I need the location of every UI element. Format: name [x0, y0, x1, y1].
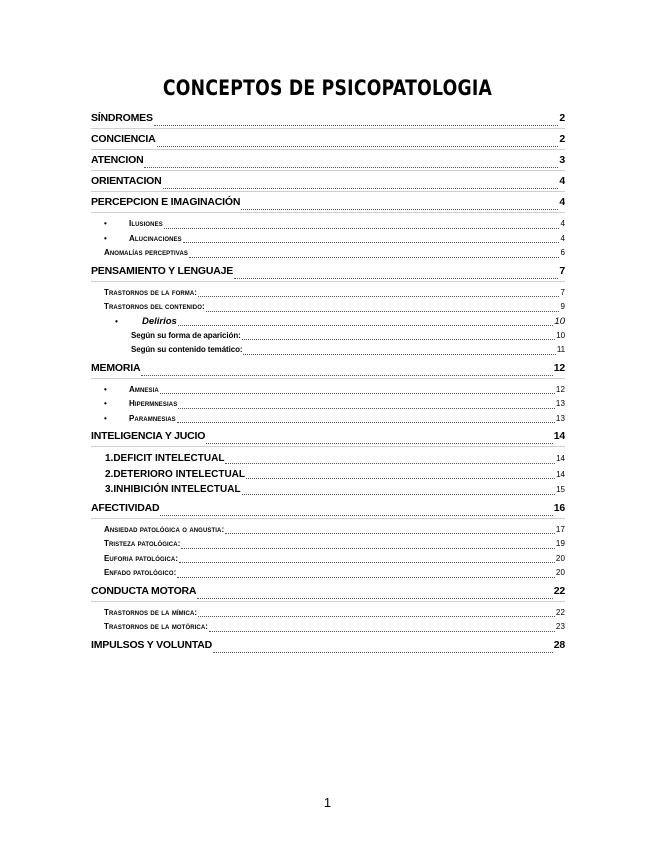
- dot-leader: [177, 421, 555, 423]
- toc-subentry-alucinaciones[interactable]: [91, 232, 565, 247]
- toc-subentry-paramnesias[interactable]: [91, 412, 565, 427]
- dot-leader: [198, 295, 559, 297]
- toc-entry-pensamiento[interactable]: [91, 261, 565, 282]
- toc-label: Ilusiones: [129, 219, 163, 228]
- dot-leader: [243, 353, 555, 355]
- toc-entry-impulsos[interactable]: [91, 635, 565, 656]
- dot-leader: [198, 615, 555, 617]
- toc-page: 15: [556, 485, 565, 494]
- toc-label: MEMORIA: [91, 361, 141, 374]
- toc-label: Amnesia: [129, 384, 159, 394]
- toc-label: ORIENTACION: [91, 175, 162, 187]
- toc-subentry-contenido[interactable]: [91, 300, 565, 315]
- toc-page: 20: [555, 568, 565, 577]
- toc-page: 4: [559, 175, 565, 187]
- toc-subentry-forma[interactable]: [91, 286, 565, 301]
- toc-label: PENSAMIENTO Y LENGUAJE: [91, 264, 234, 277]
- dot-leader: [163, 187, 559, 189]
- toc-subentry-amnesia[interactable]: [91, 383, 565, 398]
- toc-entry-atencion[interactable]: [91, 150, 565, 171]
- toc-page: 13: [555, 413, 565, 423]
- document-title: CONCEPTOS DE PSICOPATOLOGIA: [162, 76, 493, 100]
- dot-leader: [225, 532, 555, 534]
- toc-page: 28: [553, 638, 565, 651]
- toc-subentry-anomalias[interactable]: [91, 246, 565, 261]
- toc-page: 4: [560, 233, 565, 243]
- toc-page: 6: [560, 248, 565, 257]
- toc-page: 14: [556, 469, 565, 479]
- bullet-icon: •: [104, 413, 107, 423]
- dot-leader: [206, 310, 560, 312]
- dot-leader: [178, 324, 554, 326]
- toc-label: PERCEPCION E IMAGINACIÓN: [91, 196, 241, 208]
- toc-entry-inteligencia[interactable]: [91, 426, 565, 447]
- toc-page: 9: [560, 302, 565, 311]
- dot-leader: [242, 493, 556, 495]
- toc-page: 10: [556, 330, 565, 340]
- toc-label: AFECTIVIDAD: [91, 501, 160, 514]
- toc-label: IMPULSOS Y VOLUNTAD: [91, 638, 213, 651]
- toc-subentry-mimica[interactable]: [91, 606, 565, 621]
- bullet-icon: •: [115, 316, 118, 326]
- toc-label: Tristeza patológica:: [104, 539, 181, 548]
- toc-page: 22: [555, 607, 565, 617]
- toc-label: 3.INHIBICIÓN INTELECTUAL: [105, 484, 241, 495]
- toc-label: Enfado patológico:: [104, 568, 177, 577]
- toc-label: Según su forma de aparición:: [131, 330, 241, 340]
- toc-page: 2: [559, 112, 565, 124]
- table-of-contents: [91, 108, 565, 656]
- toc-subentry-ansiedad[interactable]: [91, 523, 565, 538]
- bullet-icon: •: [104, 384, 107, 394]
- dot-leader: [234, 277, 558, 279]
- page-number: 1: [323, 795, 332, 810]
- dot-leader: [197, 597, 552, 599]
- dot-leader: [179, 561, 555, 563]
- toc-subentry-delirios[interactable]: [91, 315, 565, 329]
- toc-subentry-deterioro[interactable]: [91, 467, 565, 483]
- dot-leader: [213, 651, 553, 653]
- dot-leader: [154, 124, 559, 126]
- toc-label: INTELIGENCIA Y JUCIO: [91, 430, 206, 442]
- toc-page: 14: [556, 454, 565, 463]
- toc-label: 2.DETERIORO INTELECTUAL: [105, 468, 246, 480]
- toc-label: SÍNDROMES: [91, 112, 153, 124]
- toc-page: 14: [553, 430, 565, 442]
- dot-leader: [141, 374, 552, 376]
- toc-label: CONCIENCIA: [91, 133, 156, 145]
- bullet-icon: •: [104, 399, 107, 408]
- toc-entry-orientacion[interactable]: [91, 171, 565, 192]
- toc-entry-memoria[interactable]: [91, 358, 565, 379]
- toc-subentry-motorica[interactable]: [91, 620, 565, 635]
- toc-page: 12: [555, 384, 565, 394]
- toc-page: 2: [559, 133, 565, 145]
- dot-leader: [189, 256, 559, 258]
- toc-page: 19: [555, 539, 565, 548]
- toc-label: Según su contenido temático:: [131, 345, 243, 354]
- toc-page: 4: [560, 219, 565, 228]
- toc-page: 22: [553, 584, 565, 597]
- toc-subentry-contenido-tematico[interactable]: [91, 343, 565, 358]
- toc-subentry-ilusiones[interactable]: [91, 217, 565, 232]
- toc-page: 10: [554, 315, 565, 327]
- toc-page: 16: [553, 501, 565, 514]
- toc-entry-sindromes[interactable]: [91, 108, 565, 129]
- dot-leader: [181, 547, 554, 549]
- dot-leader: [183, 241, 560, 243]
- toc-subentry-euforia[interactable]: [91, 552, 565, 567]
- toc-label: Hipermnesias: [129, 399, 178, 408]
- toc-label: Alucinaciones: [129, 233, 182, 243]
- toc-page: 23: [555, 622, 565, 631]
- toc-entry-afectividad[interactable]: [91, 498, 565, 519]
- dot-leader: [209, 630, 555, 632]
- dot-leader: [177, 576, 555, 578]
- toc-page: 20: [555, 553, 565, 563]
- dot-leader: [164, 227, 560, 229]
- dot-leader: [246, 477, 555, 479]
- toc-subentry-deficit[interactable]: [91, 451, 565, 467]
- dot-leader: [144, 166, 558, 168]
- toc-label: Trastornos de la forma:: [104, 287, 198, 297]
- dot-leader: [157, 145, 559, 147]
- toc-subentry-inhibicion[interactable]: [91, 482, 565, 498]
- toc-label: Trastornos de la mímica:: [104, 607, 198, 617]
- toc-page: 12: [553, 361, 565, 374]
- toc-label: ATENCION: [91, 154, 144, 166]
- toc-page: 3: [559, 154, 565, 166]
- toc-label: Trastornos de la motórica:: [104, 622, 209, 631]
- toc-label: Euforia patológica:: [104, 553, 179, 563]
- toc-label: Anomalías perceptivas: [104, 248, 188, 257]
- toc-entry-percepcion[interactable]: [91, 192, 565, 213]
- toc-label: Delirios: [142, 315, 177, 327]
- dot-leader: [225, 462, 555, 464]
- toc-label: CONDUCTA MOTORA: [91, 584, 197, 597]
- dot-leader: [160, 514, 552, 516]
- toc-label: Paramnesias: [129, 413, 176, 423]
- dot-leader: [241, 208, 558, 210]
- toc-label: Ansiedad patológica o angustia:: [104, 524, 225, 534]
- toc-entry-conducta[interactable]: [91, 581, 565, 602]
- dot-leader: [160, 392, 555, 394]
- toc-page: 11: [556, 345, 565, 354]
- toc-subentry-hipermnesias[interactable]: [91, 397, 565, 412]
- toc-page: 17: [555, 524, 565, 534]
- dot-leader: [206, 442, 552, 444]
- bullet-icon: •: [104, 219, 107, 228]
- toc-label: 1.DEFICIT INTELECTUAL: [105, 453, 225, 464]
- toc-subentry-enfado[interactable]: [91, 566, 565, 581]
- toc-page: 7: [560, 287, 565, 297]
- toc-subentry-tristeza[interactable]: [91, 537, 565, 552]
- toc-page: 4: [559, 196, 565, 208]
- toc-page: 7: [559, 264, 565, 277]
- toc-page: 13: [555, 399, 565, 408]
- toc-label: Trastornos del contenido:: [104, 302, 205, 311]
- dot-leader: [178, 407, 555, 409]
- toc-subentry-forma-aparicion[interactable]: [91, 329, 565, 344]
- dot-leader: [242, 338, 556, 340]
- bullet-icon: •: [104, 233, 107, 243]
- toc-entry-conciencia[interactable]: [91, 129, 565, 150]
